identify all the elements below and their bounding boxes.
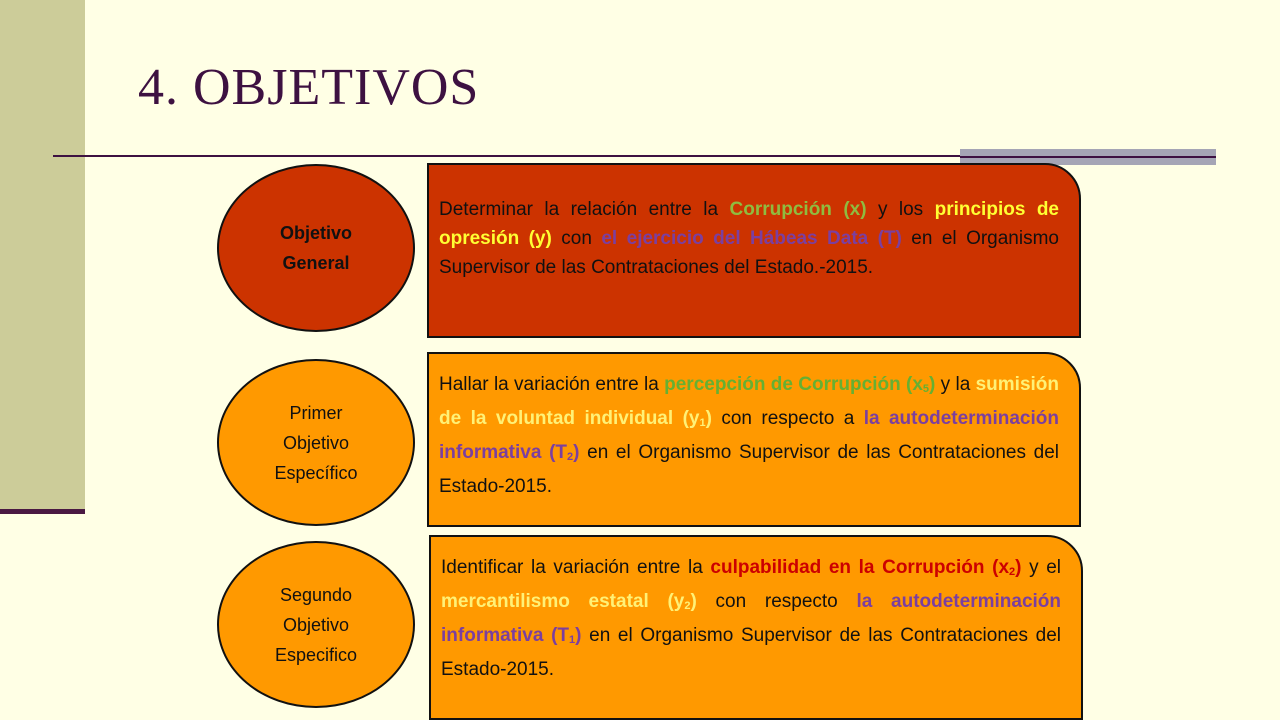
oval-label-line: Específico [274, 462, 358, 483]
highlighted-term: ) [575, 625, 582, 646]
oval-label-line: Primer [289, 402, 343, 423]
highlighted-term: 2 [1009, 566, 1016, 578]
highlighted-term: 1 [699, 417, 706, 429]
highlighted-term: principios de opresión (y) [439, 199, 1059, 249]
description-text: en el Organismo Supervisor de las Contrataciones del Estado-2015. [439, 442, 1060, 497]
highlighted-term: 5 [922, 383, 930, 395]
description-text: con respecto a [711, 408, 864, 429]
description-text: y el [1021, 557, 1061, 578]
highlighted-term: el ejercicio del Hábeas Data (T) [601, 228, 902, 249]
description-text: y la [935, 374, 976, 395]
highlighted-term: la autodeterminación informativa (T [439, 408, 1059, 463]
second-specific-objective-oval [217, 541, 415, 708]
first-specific-objective-box [427, 352, 1081, 527]
highlighted-term: ) [929, 374, 936, 395]
oval-label-line: Objetivo [282, 614, 350, 635]
description-text: con [551, 228, 602, 249]
oval-label-line: General [282, 253, 350, 273]
description-text: y los [866, 199, 935, 220]
sidebar-underline [0, 509, 85, 514]
highlighted-term: ) [1015, 557, 1022, 578]
description-text: Determinar la relación entre la [439, 199, 730, 220]
highlighted-term: mercantilismo estatal (y [441, 591, 685, 612]
second-specific-objective-box [429, 535, 1083, 720]
objective-description [441, 553, 1061, 684]
highlighted-term: 1 [569, 634, 576, 646]
description-text: con respecto [696, 591, 857, 612]
first-specific-objective-oval [217, 359, 415, 526]
highlighted-term: culpabilidad en la Corrupción (x [710, 557, 1010, 578]
highlighted-term: percepción de Corrupción (x [664, 374, 923, 395]
slide-title: 4. OBJETIVOS [138, 59, 480, 116]
description-text: en el Organismo Supervisor de las Contrataciones del Estado.-2015. [439, 228, 1059, 278]
sidebar-band [0, 0, 85, 512]
highlighted-term: la autodeterminación informativa (T [441, 591, 1061, 646]
highlighted-term: ) [573, 442, 580, 463]
description-text: Hallar la variación entre la [439, 374, 665, 395]
description-text: en el Organismo Supervisor de las Contrataciones del Estado-2015. [441, 625, 1062, 680]
highlighted-term: ) [690, 591, 697, 612]
highlighted-term: sumisión de la voluntad individual (y [439, 374, 1059, 429]
oval-label-line: Especifico [274, 644, 358, 665]
highlighted-term: Corrupción (x) [729, 199, 867, 220]
general-objective-box [427, 163, 1081, 338]
highlighted-term: ) [705, 408, 712, 429]
objective-description [439, 370, 1059, 501]
highlighted-term: 2 [567, 451, 574, 463]
general-objective-oval [217, 164, 415, 332]
oval-label-line: Segundo [279, 584, 353, 605]
oval-label-line: Objetivo [282, 432, 350, 453]
highlighted-term: 2 [684, 600, 691, 612]
oval-label-line: Objetivo [279, 223, 352, 243]
objective-description [439, 195, 1059, 282]
description-text: Identificar la variación entre la [441, 557, 711, 578]
